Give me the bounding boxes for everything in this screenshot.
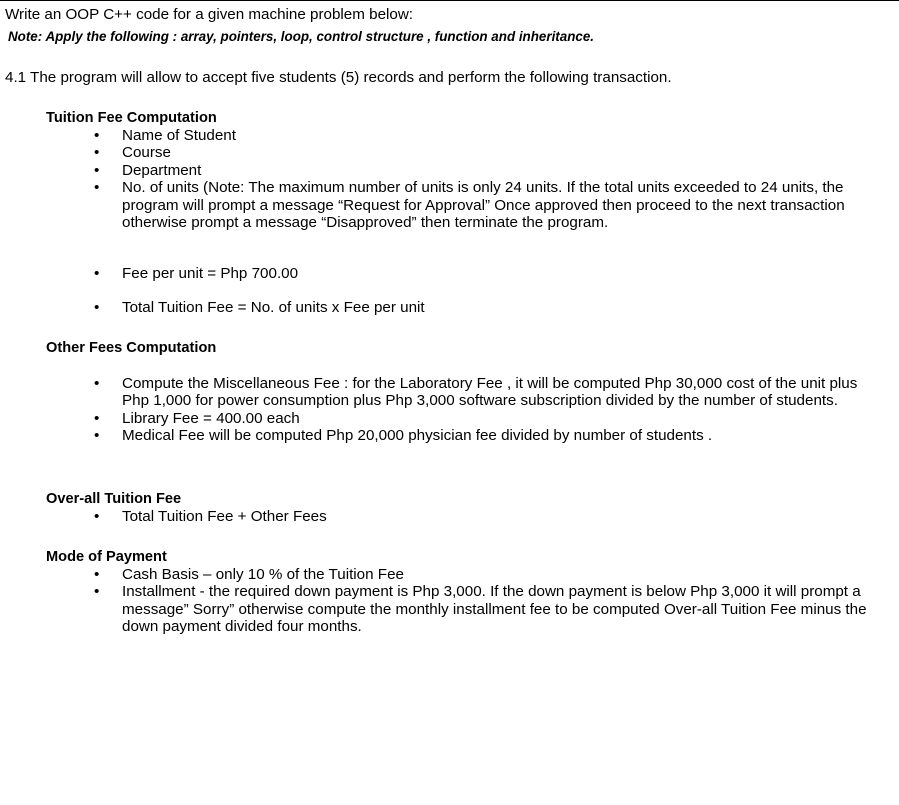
- list-item: • Medical Fee will be computed Php 20,000 physician fee divided by number of students .: [94, 427, 713, 445]
- list-item: • Installment - the required down payment is Php 3,000. If the down payment is below Php 3,000 it will prompt a message” Sorry” otherwise compute the monthly installment fee to be computed Over-all Tuition Fee minus the down payment divided four months.: [94, 583, 867, 636]
- intro-text: Write an OOP C++ code for a given machine problem below:: [5, 6, 414, 23]
- bullet-icon: •: [94, 265, 100, 282]
- list-tuition-fee: [0, 127, 887, 231]
- list-item: • Library Fee = 400.00 each: [94, 409, 300, 427]
- list-item: • Course: [94, 144, 171, 162]
- bullet-icon: •: [94, 427, 100, 445]
- list-item: • Total Tuition Fee + Other Fees: [94, 508, 327, 525]
- bullet-icon: •: [94, 161, 100, 179]
- bullet-icon: •: [94, 144, 100, 162]
- list-item: • Department: [94, 161, 202, 179]
- bullet-icon: •: [94, 583, 100, 601]
- heading-tuition-fee-computation: Tuition Fee Computation: [46, 110, 217, 126]
- heading-other-fees-computation: Other Fees Computation: [46, 340, 217, 356]
- heading-mode-of-payment: Mode of Payment: [46, 549, 167, 565]
- list-item: • Compute the Miscellaneous Fee : for the Laboratory Fee , it will be computed Php 30,000 cost of the unit plus Php 1,000 for power consumption plus Php 3,000 software subscription divided by the number of students.: [94, 375, 858, 410]
- paragraph-4-1: 4.1 The program will allow to accept five students (5) records and perform the following transaction.: [5, 69, 672, 86]
- heading-overall-tuition-fee: Over-all Tuition Fee: [46, 491, 182, 507]
- list-item: • Name of Student: [94, 127, 236, 144]
- note-text: Note: Apply the following : array, pointers, loop, control structure , function and inheritance.: [8, 29, 594, 44]
- bullet-icon: •: [94, 508, 100, 525]
- list-item: • Fee per unit = Php 700.00: [94, 265, 299, 282]
- list-item: • Total Tuition Fee = No. of units x Fee per unit: [94, 299, 425, 316]
- bullet-icon: •: [94, 127, 100, 144]
- list-item: • Cash Basis – only 10 % of the Tuition Fee: [94, 566, 404, 583]
- bullet-icon: •: [94, 566, 100, 583]
- list-item: • No. of units (Note: The maximum number of units is only 24 units. If the total units exceeded to 24 units, the program will prompt a message “Request for Approval” Once approved then proceed to the next transaction otherwise prompt a message “Disapproved” then terminate the program.: [94, 179, 845, 232]
- list-payment: [0, 566, 887, 636]
- list-other-fees: [0, 375, 887, 445]
- bullet-icon: •: [94, 375, 100, 392]
- list-fee-per-unit: [0, 265, 887, 282]
- list-overall: [0, 508, 887, 525]
- bullet-icon: •: [94, 179, 100, 197]
- list-total-tuition: [0, 299, 887, 316]
- bullet-icon: •: [94, 299, 100, 316]
- top-border-line: [0, 0, 899, 1]
- bullet-icon: •: [94, 409, 100, 427]
